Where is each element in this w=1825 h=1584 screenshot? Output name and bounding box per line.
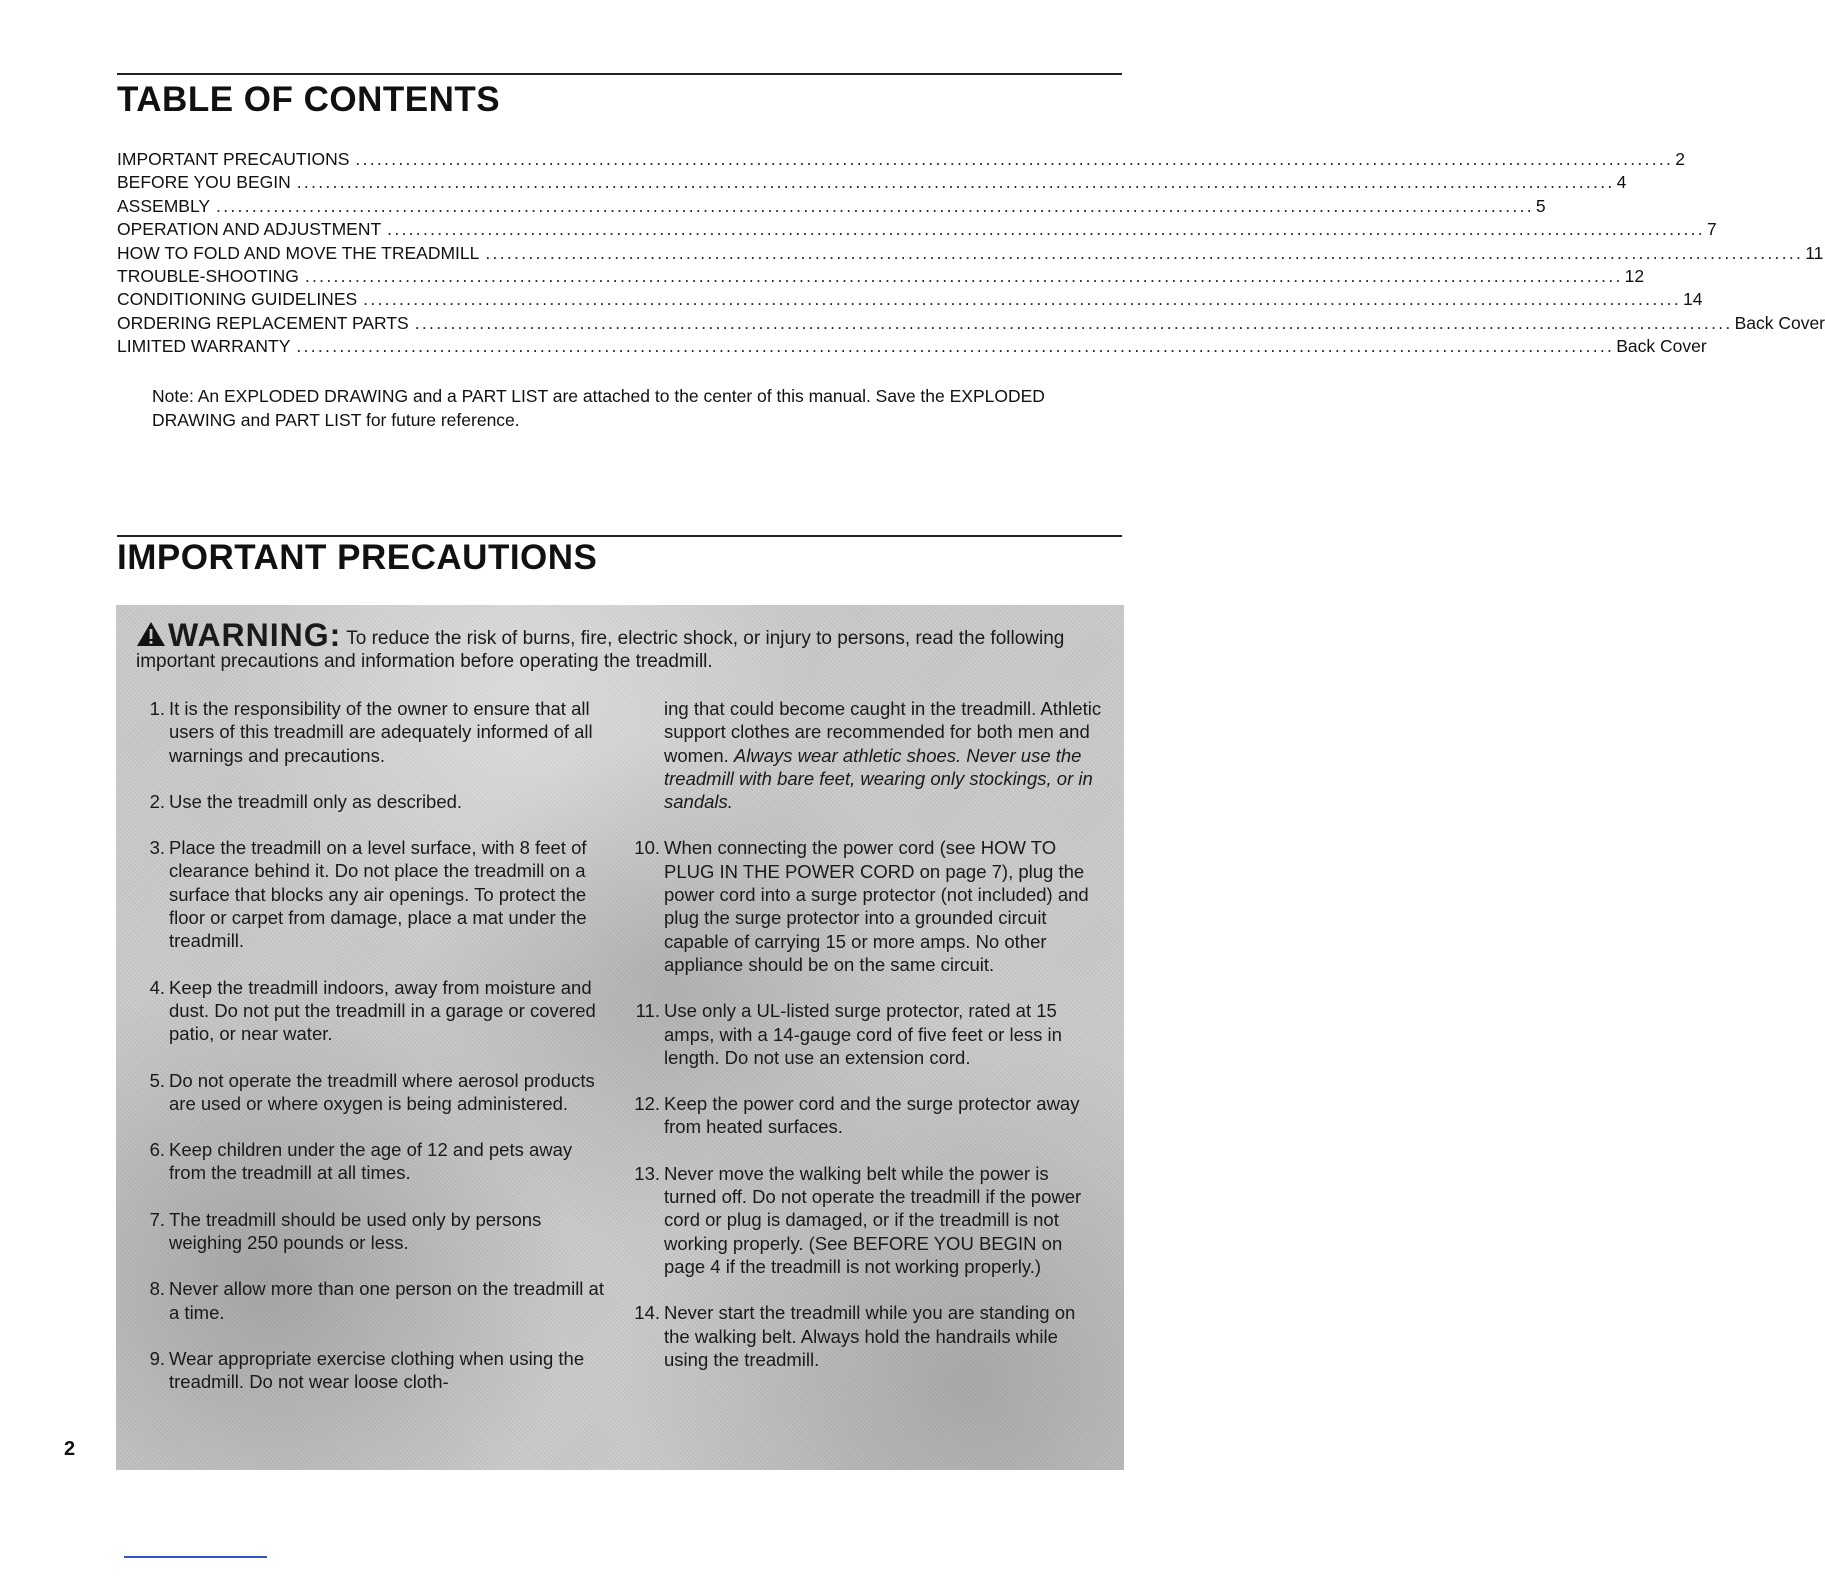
toc-entry[interactable]: TROUBLE-SHOOTING ........................................................................................................................................................................................ 12 bbox=[117, 265, 1123, 288]
leader-dots: ........................................................................................................................................................................................ bbox=[304, 265, 1623, 286]
warning-header bbox=[136, 617, 1106, 673]
list-item: 1. It is the responsibility of the owner to ensure that all users of this treadmill are adequately informed of all warnings and precautions. bbox=[149, 698, 593, 766]
list-item: 2. Use the treadmill only as described. bbox=[149, 790, 463, 812]
leader-dots: ........................................................................................................................................................................................ bbox=[387, 219, 1705, 240]
toc-entry[interactable]: OPERATION AND ADJUSTMENT ........................................................................................................................................................................................ 7 bbox=[117, 218, 1123, 241]
leader-dots: ........................................................................................................................................................................................ bbox=[216, 195, 1534, 216]
warning-panel bbox=[116, 605, 1124, 1470]
list-item: 13. Never move the walking belt while the power is turned off. Do not operate the treadmill if the power cord or plug is damaged, or if the treadmill is not working properly. (See BEFORE YOU BEGIN on page 4 if the treadmill is not working properly.) bbox=[634, 1162, 1082, 1277]
warning-triangle-icon bbox=[136, 621, 166, 647]
page-number: 2 bbox=[64, 1438, 76, 1460]
toc-top-rule bbox=[117, 73, 1122, 75]
precautions-top-rule bbox=[117, 535, 1122, 537]
toc-entry[interactable]: ASSEMBLY ........................................................................................................................................................................................ 5 bbox=[117, 195, 1123, 218]
list-item: 5. Do not operate the treadmill where aerosol products are used or where oxygen is being administered. bbox=[149, 1069, 595, 1114]
toc-entry[interactable]: CONDITIONING GUIDELINES ........................................................................................................................................................................................ 14 bbox=[117, 288, 1123, 311]
toc-heading: TABLE OF CONTENTS bbox=[117, 80, 501, 119]
list-item: 7. The treadmill should be used only by persons weighing 250 pounds or less. bbox=[149, 1208, 542, 1254]
precautions-left-column bbox=[131, 697, 606, 1417]
list-item: 8. Never allow more than one person on the treadmill at a time. bbox=[149, 1278, 604, 1323]
list-item: 14. Never start the treadmill while you are standing on the walking belt. Always hold the handrails while using the treadmill. bbox=[634, 1302, 1076, 1370]
toc-list bbox=[117, 148, 1825, 359]
warning-text: To reduce the risk of burns, fire, electric shock, or injury to persons, read the following important precautions and information before operating the treadmill. bbox=[136, 628, 1065, 672]
list-item-continuation: ing that could become caught in the treadmill. Athletic support clothes are recommended for both men and women. Always wear athletic shoes. Never use the treadmill with bare feet, wearing only stockings, or in sandals. bbox=[664, 698, 1102, 813]
list-item: 4. Keep the treadmill indoors, away from moisture and dust. Do not put the treadmill in a garage or covered patio, or near water. bbox=[149, 976, 596, 1045]
toc-entry[interactable]: HOW TO FOLD AND MOVE THE TREADMILL ........................................................................................................................................................................................ 11 bbox=[117, 242, 1123, 265]
toc-note: Note: An EXPLODED DRAWING and a PART LIST are attached to the center of this manual. Save the EXPLODED DRAWING and PART LIST for future reference. bbox=[152, 386, 1045, 430]
leader-dots: ........................................................................................................................................................................................ bbox=[296, 172, 1615, 193]
leader-dots: ........................................................................................................................................................................................ bbox=[414, 312, 1733, 333]
toc-entry[interactable]: ORDERING REPLACEMENT PARTS ........................................................................................................................................................................................ Back Cover bbox=[117, 312, 1123, 335]
precautions-right-column bbox=[626, 697, 1106, 1394]
precautions-heading: IMPORTANT PRECAUTIONS bbox=[117, 538, 598, 577]
toc-entry[interactable]: LIMITED WARRANTY ........................................................................................................................................................................................ Back Cover bbox=[117, 335, 1123, 358]
list-item: 6. Keep children under the age of 12 and pets away from the treadmill at all times. bbox=[149, 1139, 573, 1184]
toc-entry[interactable]: BEFORE YOU BEGIN ........................................................................................................................................................................................ 4 bbox=[117, 171, 1123, 194]
leader-dots: ........................................................................................................................................................................................ bbox=[355, 149, 1674, 169]
list-item: 11. Use only a UL-listed surge protector, rated at 15 amps, with a 14-gauge cord of five feet or less in length. Do not use an extension cord. bbox=[635, 1000, 1062, 1068]
toc-entry[interactable]: IMPORTANT PRECAUTIONS ........................................................................................................................................................................................ 2 bbox=[117, 148, 1123, 171]
list-item: 9. Wear appropriate exercise clothing when using the treadmill. Do not wear loose cloth- bbox=[149, 1347, 585, 1393]
leader-dots: ........................................................................................................................................................................................ bbox=[485, 242, 1804, 263]
footer-rule bbox=[124, 1556, 267, 1558]
leader-dots: ........................................................................................................................................................................................ bbox=[296, 336, 1615, 357]
leader-dots: ........................................................................................................................................................................................ bbox=[363, 289, 1681, 310]
warning-word: WARNING: bbox=[168, 617, 342, 653]
list-item: 10. When connecting the power cord (see HOW TO PLUG IN THE POWER CORD on page 7), plug the power cord into a surge protector (not included) and plug the surge protector into a grounded circuit capable of carrying 15 or more amps. No other appliance should be on the same circuit. bbox=[634, 837, 1089, 975]
list-item: 3. Place the treadmill on a level surface, with 8 feet of clearance behind it. Do not place the treadmill on a surface that blocks any air openings. To protect the floor or carpet from damage, place a mat under the treadmill. bbox=[149, 837, 587, 952]
list-item: 12. Keep the power cord and the surge protector away from heated surfaces. bbox=[634, 1093, 1080, 1138]
